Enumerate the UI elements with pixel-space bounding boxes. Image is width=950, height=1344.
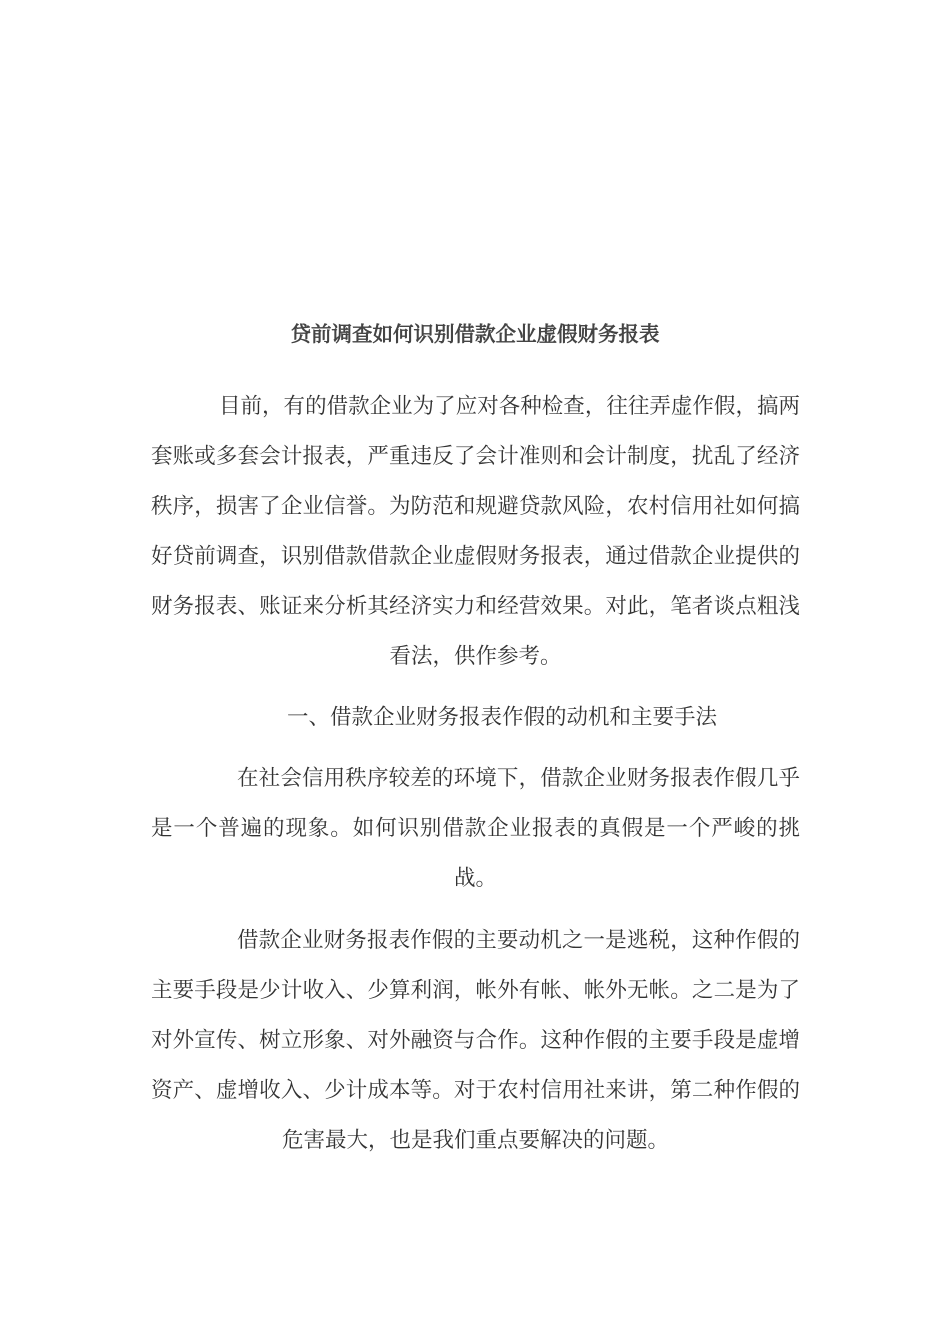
paragraph-environment: 在社会信用秩序较差的环境下，借款企业财务报表作假几乎是一个普遍的现象。如何识别借款企业报表的真假是一个严峻的挑战。 (151, 766, 800, 891)
paragraph-motives: 借款企业财务报表作假的主要动机之一是逃税，这种作假的主要手段是少计收入、少算利润，帐外有帐、帐外无帐。之二是为了对外宣传、树立形象、对外融资与合作。这种作假的主要手段是虚增资产、虚增收入、少计成本等。对于农村信用社来讲，第二种作假的危害最大，也是我们重点要解决的问题。 (151, 928, 800, 1153)
document-title: 贷前调查如何识别借款企业虚假财务报表 (290, 322, 660, 346)
section-heading: 一、借款企业财务报表作假的动机和主要手法 (287, 705, 718, 730)
paragraph-intro: 目前，有的借款企业为了应对各种检查，往往弄虚作假，搞两套账或多套会计报表，严重违反了会计准则和会计制度，扰乱了经济秩序，损害了企业信誉。为防范和规避贷款风险，农村信用社如何搞好贷前调查，识别借款借款企业虚假财务报表，通过借款企业提供的财务报表、账证来分析其经济实力和经营效果。对此，笔者谈点粗浅看法，供作参考。 (151, 394, 800, 669)
